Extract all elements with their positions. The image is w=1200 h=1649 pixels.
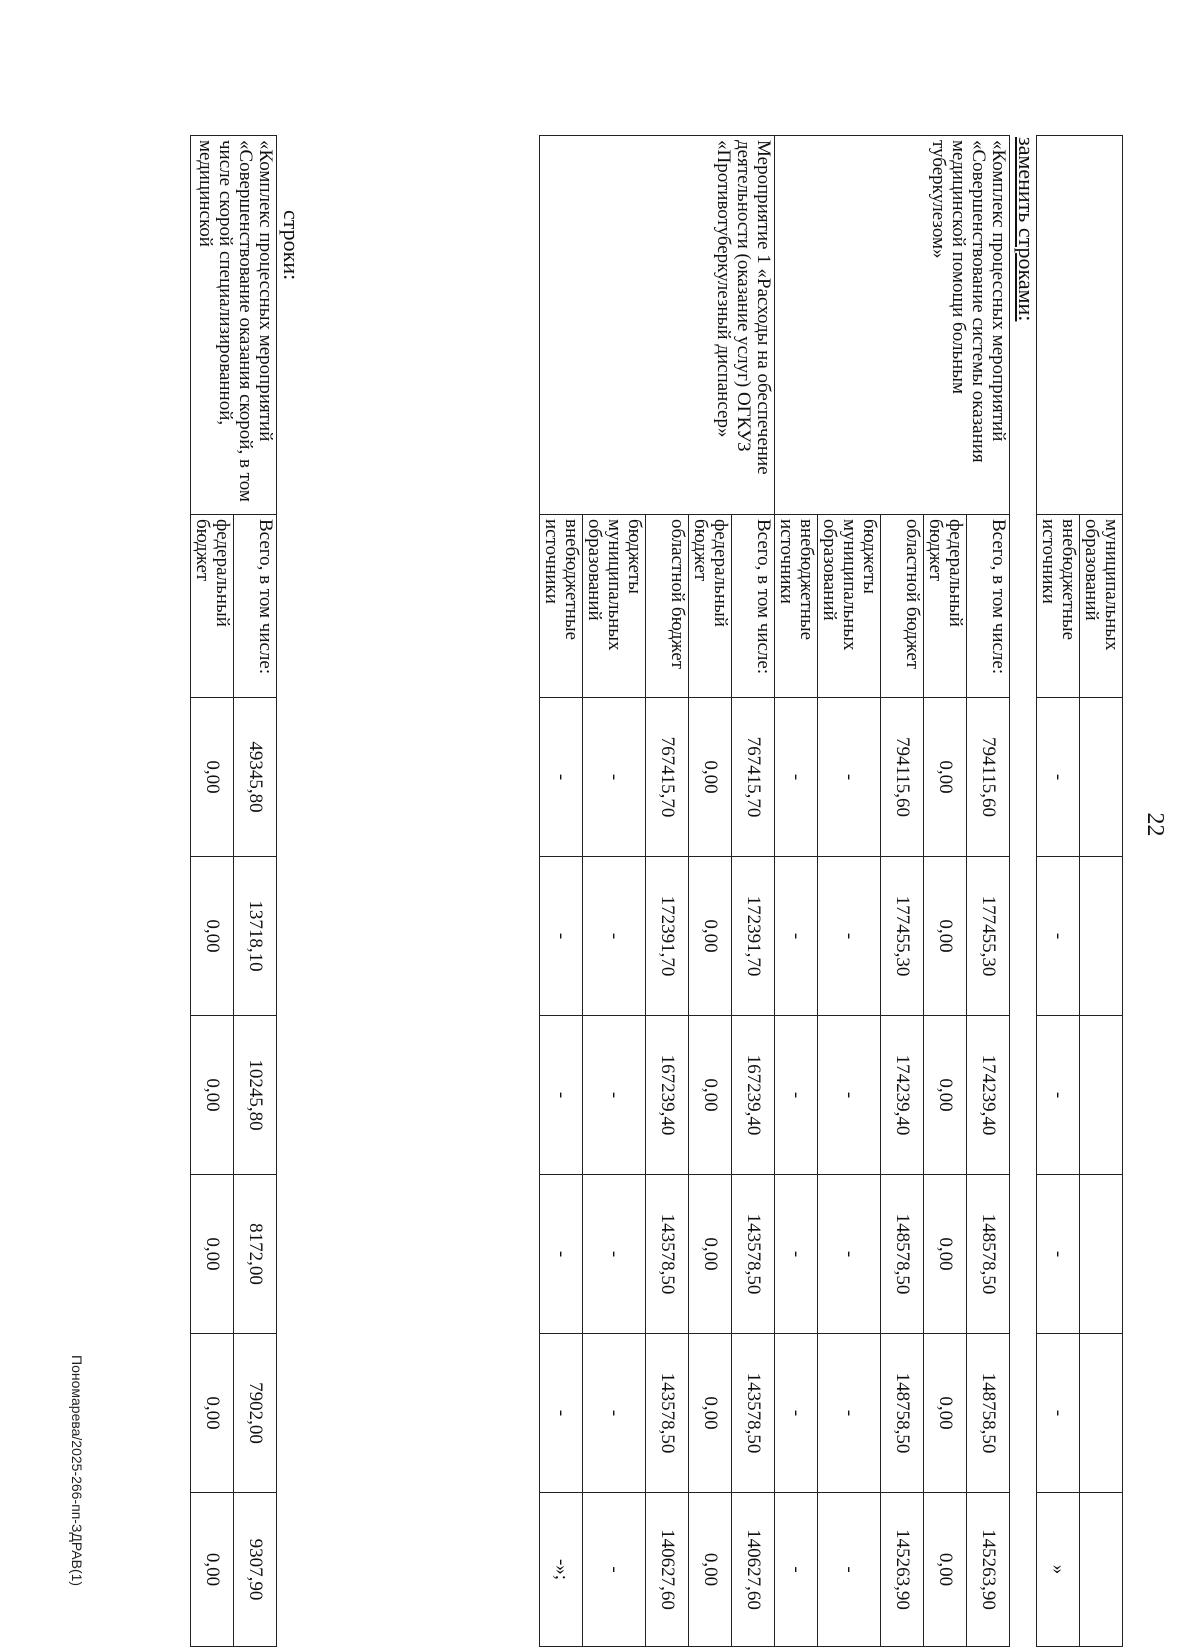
value-cell: 794115,60 — [967, 698, 1010, 857]
value-cell: - — [775, 1493, 818, 1647]
top-table — [1036, 135, 1123, 1647]
page-number: 22 — [1142, 812, 1168, 837]
value-cell: 767415,70 — [732, 698, 775, 857]
value-cell: - — [1037, 698, 1080, 857]
value-cell: - — [818, 1493, 881, 1647]
value-cell: 0,00 — [191, 1175, 234, 1334]
value-cell: - — [775, 698, 818, 857]
value-cell: 0,00 — [689, 857, 732, 1016]
row-label: федеральный бюджет — [924, 515, 967, 698]
value-cell: 145263,90 — [967, 1493, 1010, 1647]
value-cell: - — [583, 698, 646, 857]
value-cell: 0,00 — [924, 1334, 967, 1493]
value-cell: 167239,40 — [732, 1016, 775, 1175]
value-cell: - — [540, 1334, 583, 1493]
value-cell: 0,00 — [191, 1016, 234, 1175]
value-cell: - — [775, 1016, 818, 1175]
value-cell — [1080, 1493, 1123, 1647]
row-label: внебюджетные источники — [540, 515, 583, 698]
block2-title: Мероприятие 1 «Расходы на обеспечение деятельности (оказание услуг) ОГКУЗ «Противотуберкулезный диспансер» — [540, 136, 775, 515]
value-cell: - — [1037, 1175, 1080, 1334]
value-cell: 174239,40 — [967, 1016, 1010, 1175]
value-cell: - — [775, 857, 818, 1016]
value-cell: - — [583, 1175, 646, 1334]
value-cell: - — [540, 698, 583, 857]
table-row — [967, 136, 1010, 1647]
value-cell: - — [818, 1016, 881, 1175]
row-label: Всего, в том числе: — [234, 515, 277, 698]
footer-reference: Пономарева/2025-266-пп-ЗДРАВ(1) — [69, 1355, 85, 1587]
value-cell: - — [583, 1334, 646, 1493]
value-cell: 0,00 — [689, 698, 732, 857]
value-cell: 9307,90 — [234, 1493, 277, 1647]
replacement-table — [539, 135, 1010, 1647]
value-cell: 0,00 — [924, 1175, 967, 1334]
table-row — [234, 136, 277, 1647]
value-cell: 0,00 — [191, 1334, 234, 1493]
table-row — [732, 136, 775, 1647]
value-cell: - — [775, 1175, 818, 1334]
value-cell: - — [775, 1334, 818, 1493]
value-cell: - — [1037, 857, 1080, 1016]
value-cell: 0,00 — [689, 1493, 732, 1647]
value-cell: 10245,80 — [234, 1016, 277, 1175]
value-cell: 148758,50 — [881, 1334, 924, 1493]
row-label: бюджеты муниципальных образований — [583, 515, 646, 698]
row-label: федеральный бюджет — [689, 515, 732, 698]
value-cell: - — [540, 1175, 583, 1334]
value-cell: - — [1037, 1334, 1080, 1493]
value-cell: 49345,80 — [234, 698, 277, 857]
value-cell: 7902,00 — [234, 1334, 277, 1493]
replace-heading: заменить строками: — [1014, 137, 1039, 322]
table-row — [1080, 136, 1123, 1647]
value-cell: - — [583, 857, 646, 1016]
value-cell: 167239,40 — [646, 1016, 689, 1175]
value-cell: 0,00 — [689, 1175, 732, 1334]
value-cell — [1080, 698, 1123, 857]
value-cell: - — [818, 857, 881, 1016]
rows-heading: строки: — [279, 210, 304, 281]
row-label: внебюджетные источники — [1037, 515, 1080, 698]
value-cell: 148578,50 — [881, 1175, 924, 1334]
value-cell: - — [818, 1175, 881, 1334]
value-cell — [1080, 1334, 1123, 1493]
value-cell: 140627,60 — [646, 1493, 689, 1647]
value-cell — [1080, 857, 1123, 1016]
value-cell: 0,00 — [191, 698, 234, 857]
value-cell: 0,00 — [924, 1016, 967, 1175]
value-cell: 172391,70 — [732, 857, 775, 1016]
value-cell: 174239,40 — [881, 1016, 924, 1175]
value-cell: 0,00 — [924, 698, 967, 857]
row-label: бюджеты муниципальных образований — [818, 515, 881, 698]
value-cell: » — [1037, 1493, 1080, 1647]
value-cell: - — [540, 1016, 583, 1175]
empty-title-cell — [1037, 136, 1123, 515]
row-label: областной бюджет — [646, 515, 689, 698]
value-cell: 148578,50 — [967, 1175, 1010, 1334]
value-cell: 172391,70 — [646, 857, 689, 1016]
row-label: внебюджетные источники — [775, 515, 818, 698]
row-label: Всего, в том числе: — [732, 515, 775, 698]
value-cell — [1080, 1016, 1123, 1175]
value-cell: 143578,50 — [646, 1334, 689, 1493]
row-label: Всего, в том числе: — [967, 515, 1010, 698]
row-label: муниципальных образований — [1080, 515, 1123, 698]
value-cell: 143578,50 — [732, 1175, 775, 1334]
value-cell: - — [1037, 1016, 1080, 1175]
value-cell: -»; — [540, 1493, 583, 1647]
value-cell: 0,00 — [924, 857, 967, 1016]
value-cell: 143578,50 — [732, 1334, 775, 1493]
value-cell: - — [583, 1016, 646, 1175]
value-cell: 143578,50 — [646, 1175, 689, 1334]
lines-table — [190, 135, 277, 1647]
value-cell: 767415,70 — [646, 698, 689, 857]
value-cell: 177455,30 — [881, 857, 924, 1016]
value-cell: 0,00 — [191, 1493, 234, 1647]
value-cell: 794115,60 — [881, 698, 924, 857]
block1-title: «Комплекс процессных мероприятий «Совершенствование системы оказания медицинской помощи больным туберкулезом» — [775, 136, 1010, 515]
row-label: федеральный бюджет — [191, 515, 234, 698]
value-cell: - — [818, 1334, 881, 1493]
value-cell: 145263,90 — [881, 1493, 924, 1647]
value-cell: 148758,50 — [967, 1334, 1010, 1493]
value-cell: 177455,30 — [967, 857, 1010, 1016]
value-cell: - — [540, 857, 583, 1016]
value-cell: - — [583, 1493, 646, 1647]
value-cell — [1080, 1175, 1123, 1334]
value-cell: 140627,60 — [732, 1493, 775, 1647]
row-label: областной бюджет — [881, 515, 924, 698]
block3-title: «Комплекс процессных мероприятий «Совершенствование оказания скорой, в том числе скорой специализированной, медицинской — [191, 136, 277, 515]
value-cell: 0,00 — [191, 857, 234, 1016]
value-cell: 8172,00 — [234, 1175, 277, 1334]
value-cell: 0,00 — [924, 1493, 967, 1647]
value-cell: 0,00 — [689, 1334, 732, 1493]
value-cell: 0,00 — [689, 1016, 732, 1175]
value-cell: - — [818, 698, 881, 857]
value-cell: 13718,10 — [234, 857, 277, 1016]
